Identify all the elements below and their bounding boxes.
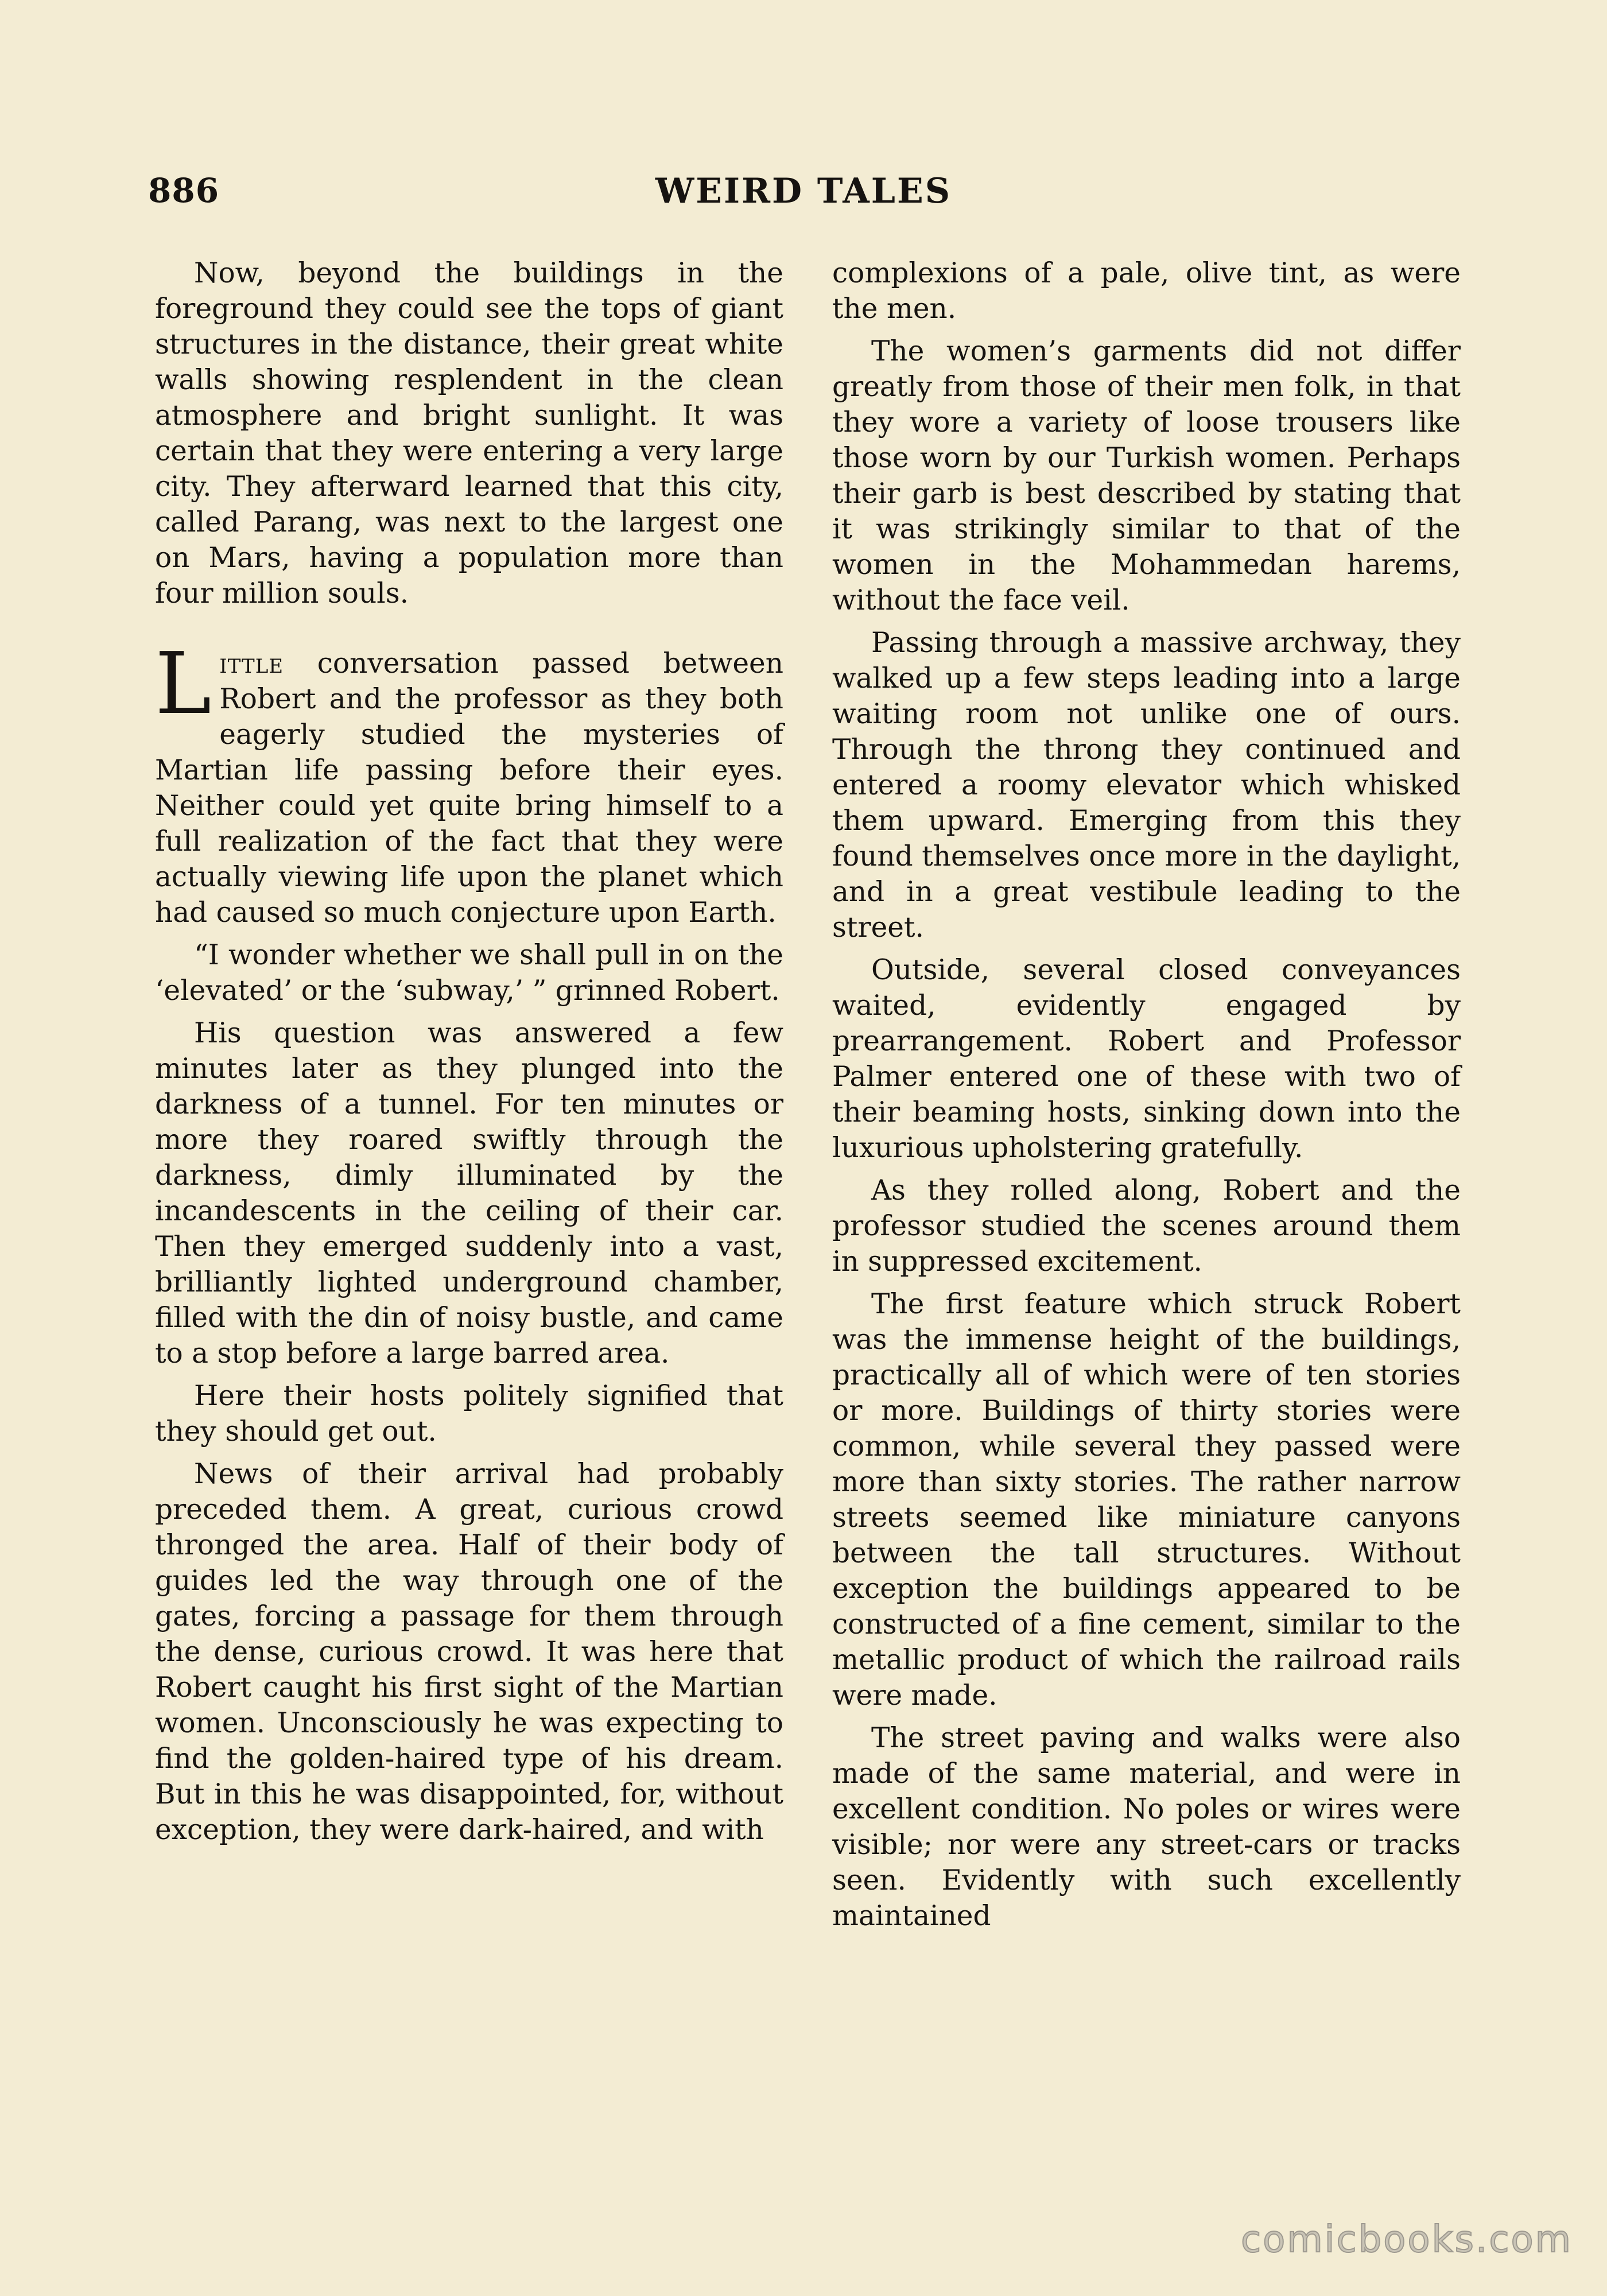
paragraph: As they rolled along, Robert and the professor studied the scenes around them in suppressed excitement. [832, 1174, 1461, 1278]
paragraph: “I wonder whether we shall pull in on the ‘elevated’ or the ‘subway,’ ” grinned Robert. [155, 939, 783, 1007]
small-caps-lead: ittle [219, 647, 284, 680]
paragraph: Here their hosts politely signified that they should get out. [155, 1380, 783, 1448]
paragraph: His question was answered a few minutes later as they plunged into the darkness of a tunnel. For ten minutes or more they roared swiftly through the darkness, dimly illuminated by the incandescents in the ceiling of their car. Then they emerged suddenly into a vast, brilliantly lighted underground chamber, filled with the din of noisy bustle, and came to a stop before a large barred area. [155, 1017, 783, 1370]
drop-cap: L [155, 634, 212, 733]
left-column [155, 255, 783, 1855]
right-column [832, 255, 1461, 1941]
watermark: comicbooks.com [1240, 2219, 1573, 2261]
paragraph: Now, beyond the buildings in the foreground they could see the tops of giant structures in the distance, their great white walls showing resplendent in the clean atmosphere and bright sunlight. It was certain that they were entering a very large city. They afterward learned that this city, called Parang, was next to the largest one on Mars, having a population more than four million souls. [155, 257, 783, 610]
paragraph: Outside, several closed conveyances waited, evidently engaged by prearrangement. Robert and Professor Palmer entered one of these with two of their beaming hosts, sinking down into the luxurious upholstering gratefully. [832, 954, 1461, 1164]
paragraph: complexions of a pale, olive tint, as were the men. [832, 257, 1461, 325]
page-number: 886 [148, 171, 220, 210]
paragraph: The women’s garments did not differ greatly from those of their men folk, in that they wore a variety of loose trousers like those worn by our Turkish women. Perhaps their garb is best described by stating that it was strikingly similar to that of the women in the Mohammedan harems, without the face veil. [832, 335, 1461, 616]
paragraph-dropcap [155, 634, 783, 930]
paragraph: News of their arrival had probably preceded them. A great, curious crowd thronged the area. Half of their body of guides led the way through one of the gates, forcing a passage for them through the dense, curious crowd. It was here that Robert caught his first sight of the Martian women. Unconsciously he was expecting to find the golden-haired type of his dream. But in this he was disappointed, for, without exception, they were dark-haired, and with [155, 1458, 783, 1846]
paragraph: The street paving and walks were also made of the same material, and were in excellent condition. No poles or wires were visible; nor were any street-cars or tracks seen. Evidently with such excellently maintained [832, 1722, 1461, 1932]
paragraph: The first feature which struck Robert was the immense height of the buildings, practically all of which were of ten stories or more. Buildings of thirty stories were common, while several they passed were more than sixty stories. The rather narrow streets seemed like miniature canyons between the tall structures. Without exception the buildings appeared to be constructed of a fine cement, similar to the metallic product of which the railroad rails were made. [832, 1288, 1461, 1712]
paragraph-text: conversation passed between Robert and the professor as they both eagerly studied the mysteries of Martian life passing before their eyes. Neither could yet quite bring himself to a full realization of the fact that they were actually viewing life upon the planet which had caused so much conjecture upon Earth. [155, 647, 783, 929]
paragraph: Passing through a massive archway, they walked up a few steps leading into a large waiting room not unlike one of ours. Through the throng they continued and entered a roomy elevator which whisked them upward. Emerging from this they found themselves once more in the daylight, and in a great vestibule leading to the street. [832, 627, 1461, 944]
running-head: WEIRD TALES [655, 171, 952, 211]
